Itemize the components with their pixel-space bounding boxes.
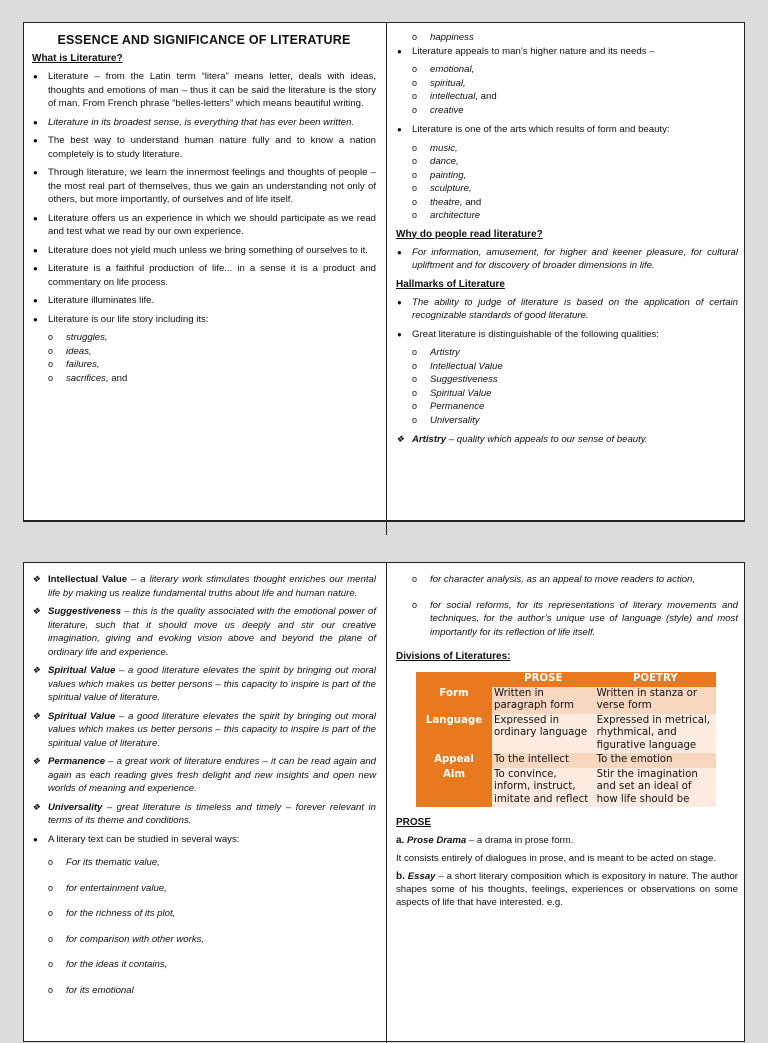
divisions-table [416,672,716,807]
right-column [396,573,738,914]
list-item: o creative [396,104,738,118]
list-item: o for character analysis, as an appeal to move readers to action, [396,573,738,587]
item-term: Essay [407,871,436,882]
quality-def: – quality which appeals to our sense of beauty. [446,434,648,445]
list-item: o Intellectual Value [396,360,738,374]
bullet-item: ● Literature does not yield much unless we bring something of ourselves to it. [32,244,376,258]
left-column [32,31,376,391]
list-item [32,372,376,386]
list-item: o for the ideas it contains, [32,958,376,972]
item-def: – a short literary composition which is expository in nature. The author shapes some of his thoughts, feelings, experiences or observations on some aspects of life that have interested. e.g. [396,871,738,908]
quality-term: Permanence [48,756,106,767]
list-item: o sculpture, [396,182,738,196]
qualities-list [396,346,738,427]
table-header-row [416,672,716,687]
table-row [416,714,716,754]
list-item-text: theatre, [430,196,463,208]
list-item: o for entertainment value, [32,882,376,896]
bullet-item: ● For information, amusement, for higher and keener pleasure, for cultural upliftment and for discovery of broader dimensions in life. [396,246,738,273]
heading-what-is-literature: What is Literature? [32,53,123,64]
bullet-item: ● Literature offers us an experience in which we should participate as we read and test what we read by our own experience. [32,212,376,239]
poetry-cell: Written in stanza or verse form [595,687,716,714]
poetry-cell: To the emotion [595,753,716,768]
quality-definition [396,433,738,447]
life-story-list [32,331,376,385]
row-label: Aim [416,768,492,808]
document-page-1 [23,22,745,522]
prose-item-b [396,870,738,909]
prose-cell: To the intellect [492,753,595,768]
list-item: o spiritual, [396,77,738,91]
quality-definition [32,801,376,828]
item-label: a. [396,835,405,846]
and-word: and [111,372,128,384]
table-header-cell: PROSE [492,672,595,687]
list-item: o struggles, [32,331,376,345]
bullet-item: ● A literary text can be studied in several ways: [32,833,376,847]
prose-cell: Expressed in ordinary language [492,714,595,754]
row-label: Appeal [416,753,492,768]
list-item: o Permanence [396,400,738,414]
quality-term: Suggestiveness [48,606,122,617]
item-term: Prose Drama [407,835,467,846]
and-word: and [480,91,497,102]
quality-def: – great literature is timeless and timely – forever relevant in terms of its theme and conditions. [48,801,376,826]
list-item: o Universality [396,414,738,428]
and-word: and [465,196,482,208]
bullet-item: ● Literature – from the Latin term “litera” means letter, deals with ideas, thoughts and emotions of man – thus it can be said the literature is the story of man. From French phrase “belles-letters” which means beautiful writing. [32,70,376,111]
prose-item-a [396,834,738,847]
list-item: o painting, [396,169,738,183]
bullet-item: ● Literature is our life story including its: [32,313,376,327]
quality-term: Universality [48,801,103,813]
prose-cell: Written in paragraph form [492,687,595,714]
quality-term: Spiritual Value [48,665,116,676]
quality-definition [32,710,376,751]
list-item: o emotional, [396,63,738,77]
arts-list [396,142,738,223]
list-item: o For its thematic value, [32,856,376,870]
list-item [396,90,738,104]
left-column [32,573,376,1009]
list-item: o Artistry [396,346,738,360]
quality-definition [32,573,376,600]
ways-list [32,856,376,997]
bullet-item: ● Literature in its broadest sense, is everything that has ever been written. [32,116,376,130]
column-divider [386,23,387,535]
prose-cell: To convince, inform, instruct, imitate and reflect [492,768,595,808]
row-label: Form [416,687,492,714]
bullet-item: ● Through literature, we learn the innermost feelings and thoughts of people – the most real part of themselves, thus we gain an understanding not only of others, but more importantly, of ourselves and of life itself. [32,166,376,207]
bullet-item: ● Literature is one of the arts which results of form and beauty: [396,123,738,137]
list-item: o dance, [396,155,738,169]
bullet-item: ● The best way to understand human nature fully and to know a nation completely is to study literature. [32,134,376,161]
list-item: o Suggestiveness [396,373,738,387]
table-row [416,753,716,768]
quality-def: – a good literature elevates the spirit by bringing out moral values which makes us better persons – this capacity to inspire is part of the spiritual value of literature. [48,710,376,749]
quality-def: – this is the quality associated with the emotional power of literature, such that it should move us deeply and stir our creative imagination, giving and evoking vision above and beyond the plane of ordinary life and experience. [48,606,376,658]
list-item: o happiness [396,31,738,45]
quality-def: – a literary work stimulates thought enriches our mental life by making us realize fundamental truths about life and human nature. [48,574,376,599]
list-item: o for comparison with other works, [32,933,376,947]
heading-divisions: Divisions of Literatures: [396,651,511,662]
bullet-item: ● Literature is a faithful production of life... in a sense it is a product and commentary on life process. [32,262,376,289]
quality-definition [32,755,376,796]
list-item: o for the richness of its plot, [32,907,376,921]
list-item-text: sacrifices, [66,372,109,384]
list-item: o music, [396,142,738,156]
heading-why-read: Why do people read literature? [396,228,543,240]
table-row [416,687,716,714]
column-divider [386,563,387,1043]
list-item: o for social reforms, for its representations of literary movements and techniques, for the author’s unique use of language (style) and most importantly for its reflection of life itself. [396,599,738,640]
list-item [396,196,738,210]
bullet-item: ● Literature illuminates life. [32,294,376,308]
heading-prose: PROSE [396,817,432,828]
document-page-2 [23,562,745,1042]
table-row [416,768,716,808]
right-column [396,31,738,452]
item-def: – a drama in prose form. [466,835,574,846]
quality-def: – a good literature elevates the spirit by bringing out moral values which makes us better persons – this capacity to inspire is part of the spiritual value of literature. [48,665,376,703]
poetry-cell: Stir the imagination and set an ideal of how life should be [595,768,716,808]
list-item-text: intellectual, [430,91,478,102]
heading-hallmarks: Hallmarks of Literature [396,278,505,290]
quality-def: – a great work of literature endures – it can be read again and again as each reading gives fresh delight and new insights and open new worlds of meaning and experience. [48,756,376,794]
bullet-item: ● Great literature is distinguishable of the following qualities: [396,328,738,342]
needs-list [396,63,738,117]
bullet-item: ● Literature appeals to man’s higher nature and its needs – [396,45,738,59]
quality-definition [32,605,376,659]
table-header-cell: POETRY [595,672,716,687]
page-title: ESSENCE AND SIGNIFICANCE OF LITERATURE [57,33,351,47]
quality-term: Spiritual Value [48,710,116,722]
quality-definition [32,664,376,705]
quality-term: Artistry [412,434,447,445]
table-header-cell [416,672,492,687]
list-item: o architecture [396,209,738,223]
prose-item-a-detail: It consists entirely of dialogues in prose, and is meant to be acted on stage. [396,853,716,864]
item-label: b. [396,871,405,882]
bullet-item: ● The ability to judge of literature is based on the application of certain recognizable standards of good literature. [396,296,738,323]
row-label: Language [416,714,492,754]
poetry-cell: Expressed in metrical, rhythmical, and figurative language [595,714,716,754]
list-item: o for its emotional [32,984,376,998]
list-item: o failures, [32,358,376,372]
list-item: o Spiritual Value [396,387,738,401]
quality-term: Intellectual Value [48,574,128,585]
list-item: o ideas, [32,345,376,359]
